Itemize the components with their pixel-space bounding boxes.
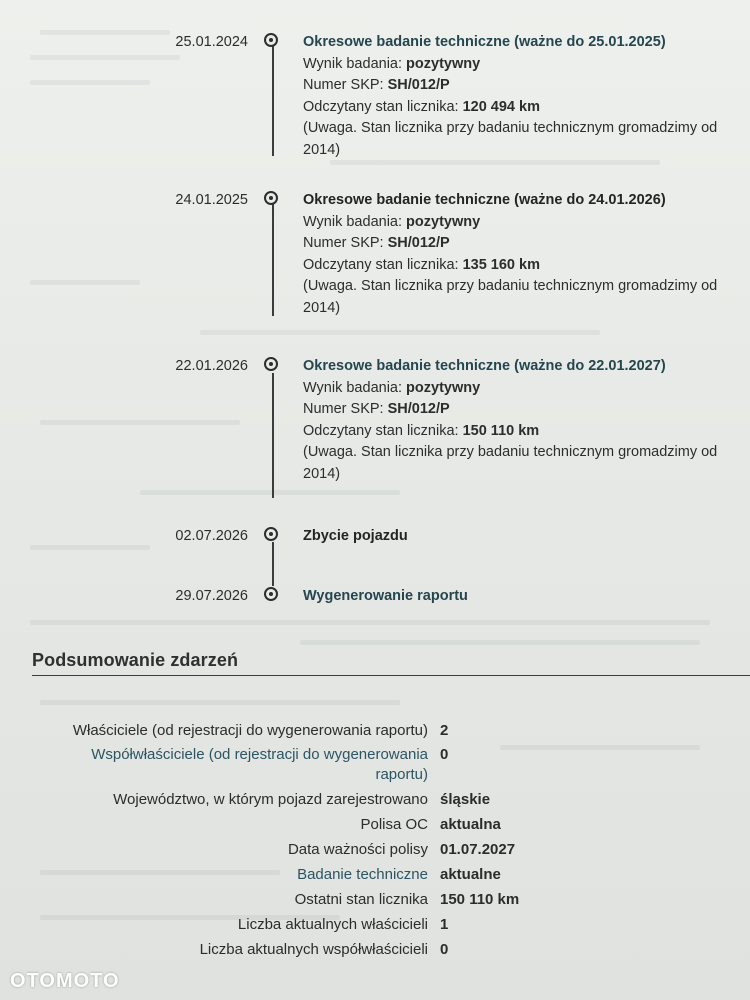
result-value: pozytywny: [406, 55, 481, 72]
timeline-connector: [272, 44, 274, 156]
summary-label: Właściciele (od rejestracji do wygenerowania raportu): [72, 722, 428, 739]
event-title: Wygenerowanie raportu: [303, 588, 468, 604]
timeline-dot-icon: [264, 191, 278, 205]
skp-label: Numer SKP:: [303, 77, 384, 93]
odometer-label: Odczytany stan licznika:: [303, 98, 459, 115]
event-date: 25.01.2024: [175, 34, 248, 50]
result-label: Wynik badania:: [303, 55, 403, 72]
skp-label: Numer SKP:: [303, 401, 384, 417]
result-label: Wynik badania:: [303, 379, 403, 396]
timeline-dot-icon: [264, 527, 278, 541]
event-title: Okresowe badanie techniczne (ważne do 22.01.2027): [303, 358, 666, 374]
odometer-label: Odczytany stan licznika:: [303, 422, 459, 439]
event-skp: [303, 399, 743, 421]
event-odometer: [303, 97, 743, 119]
event-result: [303, 54, 743, 76]
summary-value: aktualne: [440, 866, 501, 883]
event-title: Okresowe badanie techniczne (ważne do 24.01.2026): [303, 192, 666, 208]
skp-value: SH/012/P: [387, 401, 450, 417]
timeline-dot-icon: [264, 587, 278, 601]
event-body: [303, 356, 743, 485]
summary-value: śląskie: [440, 791, 491, 808]
summary-value: 2: [440, 722, 449, 739]
odometer-label: Odczytany stan licznika:: [303, 256, 459, 273]
event-date: 02.07.2026: [175, 528, 248, 544]
event-date: 22.01.2026: [175, 358, 248, 374]
event-odometer: [303, 255, 743, 277]
summary-value: 0: [440, 941, 449, 958]
event-body: [303, 526, 743, 548]
event-date: 29.07.2026: [175, 588, 248, 604]
result-value: pozytywny: [406, 379, 481, 396]
summary-label: Data ważności polisy: [287, 841, 428, 858]
summary-divider: [32, 675, 750, 676]
otomoto-watermark: OTOMOTO: [10, 970, 120, 992]
summary-value: 1: [440, 916, 449, 933]
event-body: [303, 586, 743, 608]
summary-label: Polisa OC: [360, 816, 428, 833]
odometer-value: 135 160 km: [462, 256, 540, 273]
skp-label: Numer SKP:: [303, 235, 384, 251]
event-body: [303, 190, 743, 319]
summary-value: 150 110 km: [440, 891, 520, 908]
event-note: (Uwaga. Stan licznika przy badaniu technicznym gromadzimy od 2014): [303, 278, 718, 316]
summary-label: Województwo, w którym pojazd zarejestrowano: [113, 791, 428, 808]
event-skp: [303, 233, 743, 255]
summary-label: Liczba aktualnych właścicieli: [237, 916, 428, 933]
summary-label: Liczba aktualnych współwłaścicieli: [199, 941, 428, 958]
result-label: Wynik badania:: [303, 213, 403, 230]
event-body: [303, 32, 743, 161]
event-result: [303, 212, 743, 234]
odometer-value: 150 110 km: [462, 422, 540, 439]
event-title: Okresowe badanie techniczne (ważne do 25.01.2025): [303, 34, 666, 50]
summary-label: Współwłaściciele (od rejestracji do wygenerowania raportu): [91, 746, 428, 783]
event-date: 24.01.2025: [175, 192, 248, 208]
timeline-connector: [272, 373, 274, 498]
event-odometer: [303, 421, 743, 443]
event-note: (Uwaga. Stan licznika przy badaniu technicznym gromadzimy od 2014): [303, 444, 718, 482]
timeline-connector: [272, 204, 274, 316]
summary-value: 0: [440, 746, 449, 763]
skp-value: SH/012/P: [387, 77, 450, 93]
summary-heading: Podsumowanie zdarzeń: [32, 650, 239, 670]
event-skp: [303, 75, 743, 97]
event-result: [303, 378, 743, 400]
event-title: Zbycie pojazdu: [303, 528, 408, 544]
skp-value: SH/012/P: [387, 235, 450, 251]
timeline-dot-icon: [264, 357, 278, 371]
timeline-dot-icon: [264, 33, 278, 47]
result-value: pozytywny: [406, 213, 481, 230]
odometer-value: 120 494 km: [462, 98, 540, 115]
summary-label: Badanie techniczne: [297, 866, 428, 883]
event-note: (Uwaga. Stan licznika przy badaniu technicznym gromadzimy od 2014): [303, 120, 718, 158]
summary-value: aktualna: [440, 816, 501, 833]
timeline-connector: [272, 542, 274, 586]
summary-value: 01.07.2027: [440, 841, 516, 858]
summary-label: Ostatni stan licznika: [294, 891, 428, 908]
